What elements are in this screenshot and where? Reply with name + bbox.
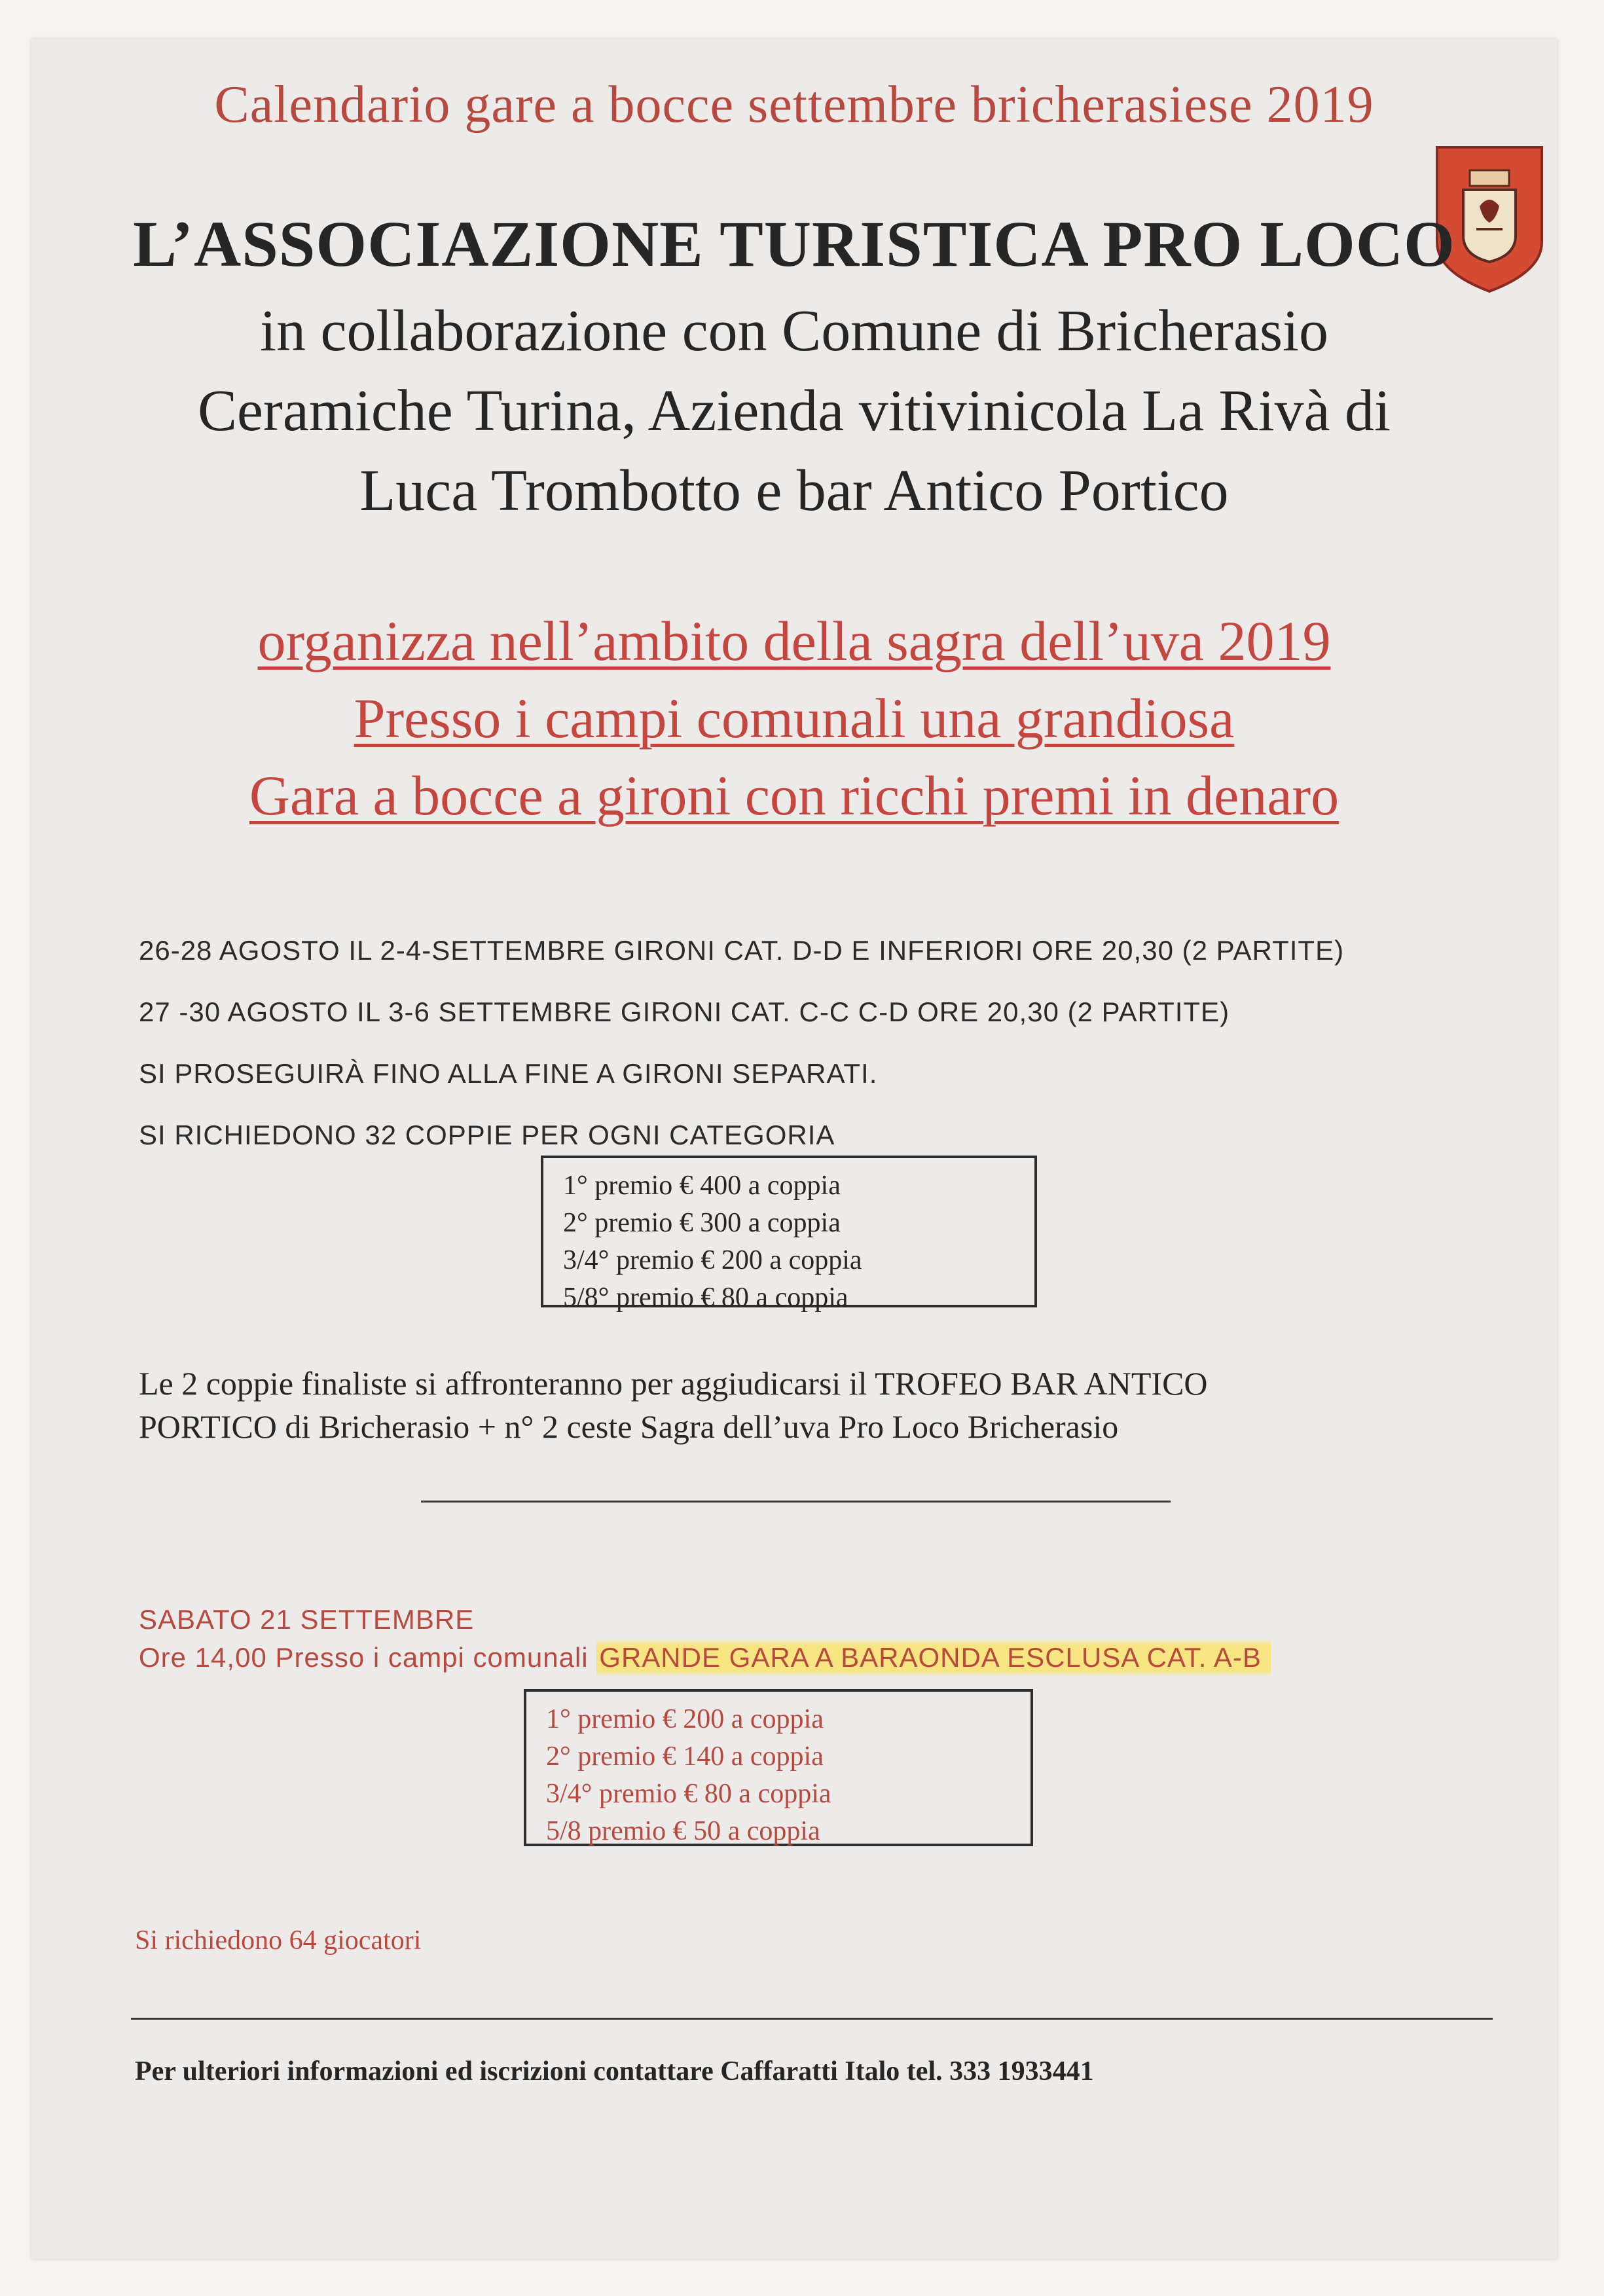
prize-line: 3/4° premio € 80 a coppia — [546, 1779, 831, 1809]
flyer-page — [31, 39, 1557, 2259]
group-prizes-box — [541, 1156, 1037, 1313]
schedule-line: 27 -30 AGOSTO IL 3-6 SETTEMBRE GIRONI CAT. C-C C-D ORE 20,30 (2 PARTITE) — [139, 996, 1230, 1027]
divider — [131, 2018, 1493, 2020]
event-time-place: Ore 14,00 Presso i campi comunali — [139, 1642, 597, 1673]
schedule-line: 26-28 AGOSTO IL 2-4-SETTEMBRE GIRONI CAT. D-D E INFERIORI ORE 20,30 (2 PARTITE) — [139, 935, 1345, 966]
prize-line: 5/8 premio € 50 a coppia — [546, 1816, 820, 1846]
finalists-line: Le 2 coppie finaliste si affronteranno per aggiudicarsi il TROFEO BAR ANTICO — [139, 1365, 1208, 1402]
prize-line: 1° premio € 200 a coppia — [546, 1704, 824, 1734]
schedule-block — [139, 920, 1546, 1166]
headline-line: Gara a bocce a gironi con ricchi premi in denaro — [249, 764, 1340, 827]
schedule-line: SI RICHIEDONO 32 COPPIE PER OGNI CATEGORIA — [139, 1120, 835, 1150]
contact-info: Per ulteriori informazioni ed iscrizioni contattare Caffaratti Italo tel. 333 1933441 — [135, 2056, 1094, 2086]
event-details — [139, 1639, 1546, 1677]
prize-line: 3/4° premio € 200 a coppia — [563, 1245, 862, 1275]
divider — [421, 1501, 1171, 1503]
baraonda-event — [139, 1601, 1546, 1677]
baraonda-prizes-box — [524, 1689, 1033, 1846]
calendar-title: Calendario gare a bocce settembre bricherasiese 2019 — [214, 76, 1374, 134]
prize-line: 1° premio € 400 a coppia — [563, 1171, 841, 1201]
collaboration-line: Luca Trombotto e bar Antico Portico — [359, 458, 1229, 523]
finalists-line: PORTICO di Bricherasio + n° 2 ceste Sagra dell’uva Pro Loco Bricherasio — [139, 1408, 1119, 1445]
organizer-title: L’ASSOCIAZIONE TURISTICA PRO LOCO — [133, 208, 1455, 280]
prize-line: 5/8° premio € 80 a coppia — [563, 1283, 848, 1313]
collaboration-line: Ceramiche Turina, Azienda vitivinicola La Rivà di — [197, 378, 1391, 443]
schedule-line: SI PROSEGUIRÀ FINO ALLA FINE A GIRONI SEPARATI. — [139, 1058, 878, 1089]
headline-line: Presso i campi comunali una grandiosa — [354, 687, 1235, 750]
finalists-trophy-text — [139, 1362, 1514, 1448]
event-date: SABATO 21 SETTEMBRE — [139, 1604, 475, 1635]
prize-line: 2° premio € 300 a coppia — [563, 1208, 841, 1238]
collaboration-line: in collaborazione con Comune di Bricherasio — [260, 299, 1328, 363]
event-highlight: GRANDE GARA A BARAONDA ESCLUSA CAT. A-B — [596, 1638, 1271, 1677]
headline-line: organizza nell’ambito della sagra dell’uva 2019 — [257, 610, 1331, 672]
players-required: Si richiedono 64 giocatori — [135, 1925, 422, 1956]
collaboration-block — [31, 291, 1557, 531]
event-headline — [31, 602, 1557, 834]
prize-line: 2° premio € 140 a coppia — [546, 1741, 824, 1772]
